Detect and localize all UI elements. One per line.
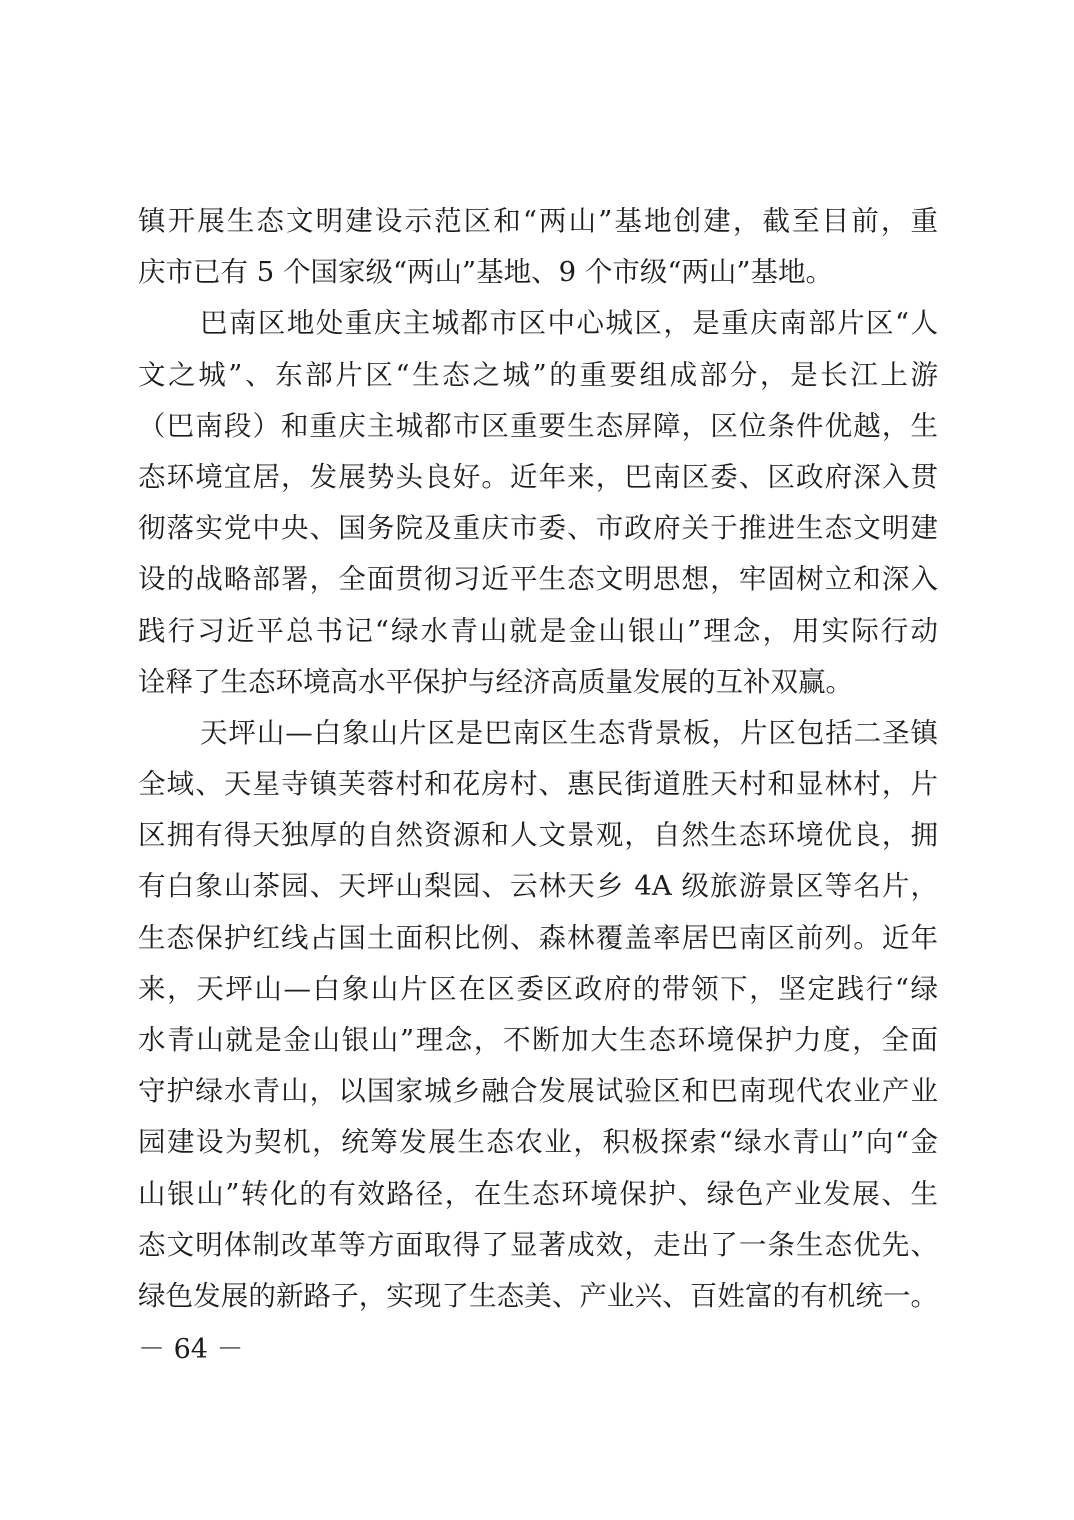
- page-number: － 64 －: [138, 1334, 244, 1365]
- text-line: （巴南段）和重庆主城都市区重要生态屏障，区位条件优越，生: [138, 409, 938, 442]
- text-line: 绿色发展的新路子，实现了生态美、产业兴、百姓富的有机统一。: [138, 1279, 938, 1312]
- body-text: [138, 196, 938, 1322]
- text-line: 全域、天星寺镇芙蓉村和花房村、惠民街道胜天村和显林村，片: [138, 768, 938, 801]
- text-line: 文之城”、东部片区“生态之城”的重要组成部分，是长江上游: [138, 358, 938, 391]
- text-line: 生态保护红线占国土面积比例、森林覆盖率居巴南区前列。近年: [138, 921, 938, 954]
- text-line: 山银山”转化的有效路径，在生态环境保护、绿色产业发展、生: [138, 1177, 938, 1210]
- text-line: 设的战略部署，全面贯彻习近平生态文明思想，牢固树立和深入: [138, 563, 938, 596]
- text-line: 有白象山茶园、天坪山梨园、云林天乡 4A 级旅游景区等名片，: [138, 870, 938, 903]
- text-line: 镇开展生态文明建设示范区和“两山”基地创建，截至目前，重: [138, 205, 938, 237]
- text-line: 巴南区地处重庆主城都市区中心城区，是重庆南部片区“人: [200, 307, 938, 340]
- text-line: 守护绿水青山，以国家城乡融合发展试验区和巴南现代农业产业: [138, 1075, 938, 1108]
- text-line: 园建设为契机，统筹发展生态农业，积极探索“绿水青山”向“金: [138, 1126, 938, 1159]
- text-line: 彻落实党中央、国务院及重庆市委、市政府关于推进生态文明建: [138, 512, 938, 545]
- text-line: 诠释了生态环境高水平保护与经济高质量发展的互补双赢。: [138, 665, 853, 698]
- text-line: 水青山就是金山银山”理念，不断加大生态环境保护力度，全面: [138, 1024, 938, 1056]
- text-line: 践行习近平总书记“绿水青山就是金山银山”理念，用实际行动: [138, 614, 938, 647]
- text-line: 来，天坪山—白象山片区在区委区政府的带领下，坚定践行“绿: [138, 972, 938, 1005]
- text-line: 区拥有得天独厚的自然资源和人文景观，自然生态环境优良，拥: [138, 819, 938, 852]
- text-line: 天坪山—白象山片区是巴南区生态背景板，片区包括二圣镇: [200, 716, 938, 749]
- text-line: 态环境宜居，发展势头良好。近年来，巴南区委、区政府深入贯: [138, 460, 938, 493]
- text-line: 态文明体制改革等方面取得了显著成效，走出了一条生态优先、: [138, 1228, 938, 1261]
- text-line: 庆市已有 5 个国家级“两山”基地、9 个市级“两山”基地。: [138, 256, 833, 289]
